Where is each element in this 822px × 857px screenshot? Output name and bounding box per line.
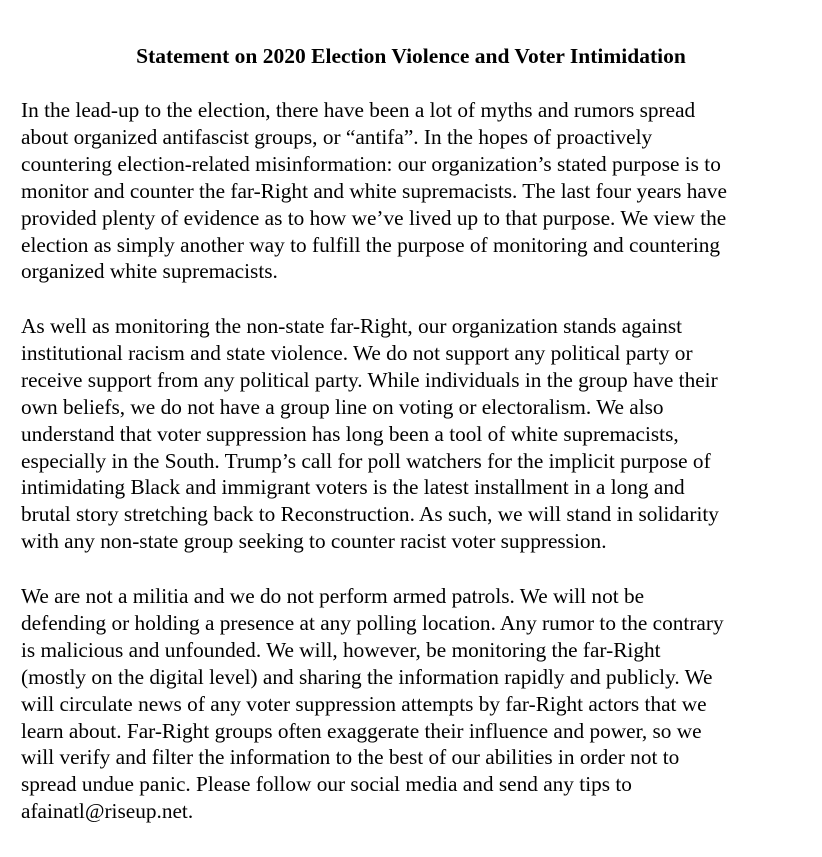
paragraph-line: In the lead-up to the election, there have been a lot of myths and rumors spread <box>21 98 696 122</box>
paragraph-line: about organized antifascist groups, or “antifa”. In the hopes of proactively <box>21 124 653 149</box>
paragraph-line: learn about. Far-Right groups often exaggerate their influence and power, so we <box>21 718 702 743</box>
document-title: Statement on 2020 Election Violence and Voter Intimidation <box>136 44 686 68</box>
paragraph-2 <box>21 313 811 555</box>
paragraph-line: (mostly on the digital level) and sharing the information rapidly and publicly. We <box>21 664 713 689</box>
paragraph-line: with any non-state group seeking to counter racist voter suppression. <box>21 529 607 554</box>
paragraph-line: As well as monitoring the non-state far-Right, our organization stands against <box>21 314 683 338</box>
paragraph-line: spread undue panic. Please follow our social media and send any tips to <box>21 772 632 797</box>
paragraph-line: will circulate news of any voter suppression attempts by far-Right actors that we <box>21 691 707 716</box>
paragraph-3 <box>21 583 811 825</box>
paragraph-line: is malicious and unfounded. We will, however, be monitoring the far-Right <box>21 637 661 662</box>
paragraph-line: will verify and filter the information to the best of our abilities in order not to <box>21 745 680 770</box>
paragraph-line: election as simply another way to fulfill the purpose of monitoring and countering <box>21 232 721 257</box>
paragraph-line: afainatl@riseup.net. <box>21 799 194 824</box>
paragraph-line: intimidating Black and immigrant voters is the latest installment in a long and <box>21 475 685 500</box>
paragraph-line: especially in the South. Trump’s call for poll watchers for the implicit purpose of <box>21 448 711 473</box>
paragraph-line: own beliefs, we do not have a group line on voting or electoralism. We also <box>21 394 664 419</box>
paragraph-line: organized white supremacists. <box>21 259 278 284</box>
paragraph-line: countering election-related misinformation: our organization’s stated purpose is to <box>21 151 721 176</box>
paragraph-line: brutal story stretching back to Reconstruction. As such, we will stand in solidarity <box>21 502 719 527</box>
paragraph-line: institutional racism and state violence. We do not support any political party or <box>21 340 693 365</box>
paragraph-line: provided plenty of evidence as to how we’ve lived up to that purpose. We view the <box>21 205 727 230</box>
paragraph-1 <box>21 97 811 285</box>
paragraph-line: understand that voter suppression has long been a tool of white supremacists, <box>21 421 679 446</box>
paragraph-line: We are not a militia and we do not perform armed patrols. We will not be <box>21 584 645 608</box>
paragraph-line: defending or holding a presence at any polling location. Any rumor to the contrary <box>21 610 724 635</box>
paragraph-line: monitor and counter the far-Right and white supremacists. The last four years have <box>21 178 727 203</box>
paragraph-line: receive support from any political party. While individuals in the group have their <box>21 367 718 392</box>
